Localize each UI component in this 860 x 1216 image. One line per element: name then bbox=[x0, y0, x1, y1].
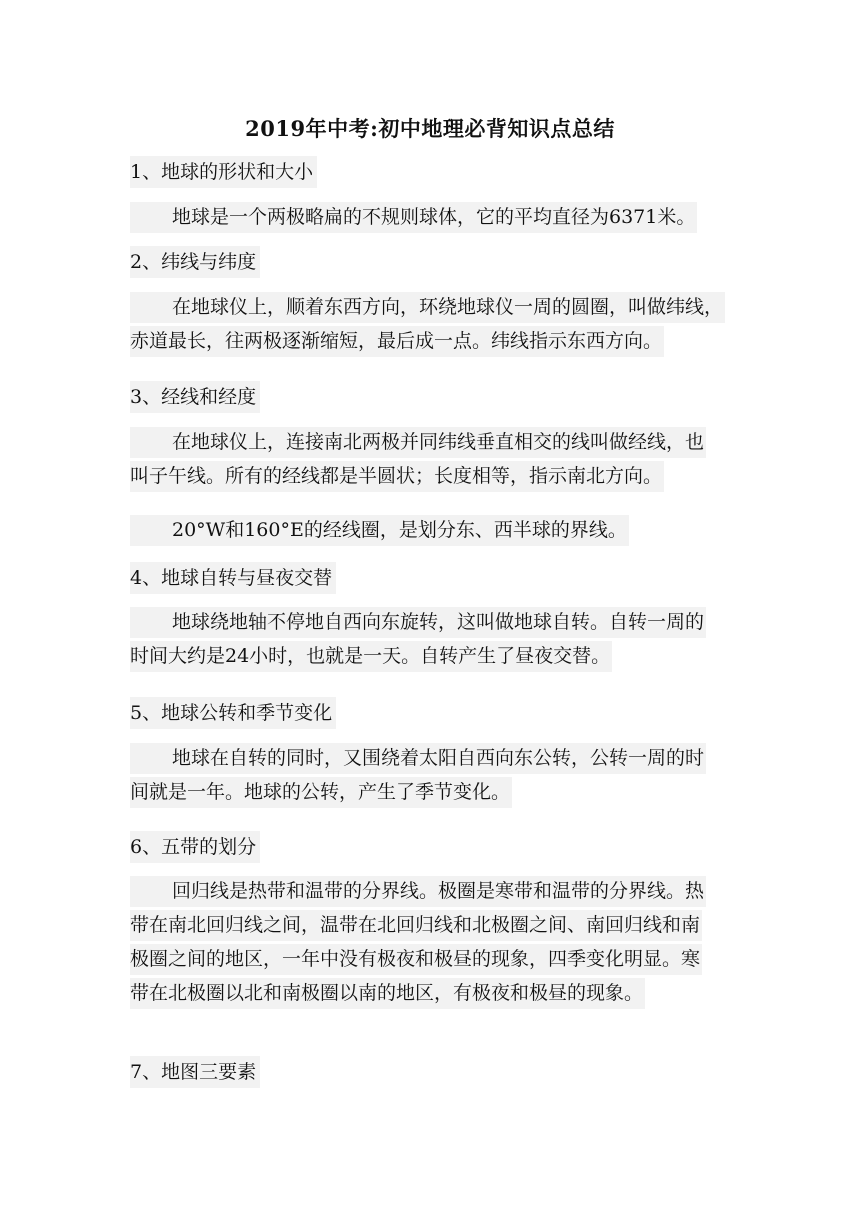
paragraph-line: 地球在自转的同时，又围绕着太阳自西向东公转，公转一周的时 bbox=[130, 741, 730, 775]
document-title: 2019年中考:初中地理必背知识点总结 bbox=[245, 116, 615, 141]
paragraph-line: 时间大约是24小时，也就是一天。自转产生了昼夜交替。 bbox=[130, 639, 730, 673]
paragraph-line: 间就是一年。地球的公转，产生了季节变化。 bbox=[130, 775, 730, 809]
paragraph-line: 带在南北回归线之间，温带在北回归线和北极圈之间、南回归线和南 bbox=[130, 908, 730, 942]
paragraph-line: 20°W和160°E的经线圈，是划分东、西半球的界线。 bbox=[130, 513, 730, 547]
paragraph-line: 在地球仪上，顺着东西方向，环绕地球仪一周的圆圈，叫做纬线， bbox=[130, 290, 730, 324]
section-heading-5: 5、地球公转和季节变化 bbox=[130, 697, 336, 729]
paragraph-line: 地球绕地轴不停地自西向东旋转，这叫做地球自转。自转一周的 bbox=[130, 605, 730, 639]
paragraph-line: 地球是一个两极略扁的不规则球体，它的平均直径为6371米。 bbox=[130, 200, 730, 234]
paragraph-line: 带在北极圈以北和南极圈以南的地区，有极夜和极昼的现象。 bbox=[130, 976, 730, 1010]
section-heading-1: 1、地球的形状和大小 bbox=[130, 156, 317, 188]
section-heading-4: 4、地球自转与昼夜交替 bbox=[130, 562, 336, 594]
section-heading-2: 2、纬线与纬度 bbox=[130, 246, 260, 278]
section-paragraph-3 bbox=[130, 425, 730, 493]
section-heading-6: 6、五带的划分 bbox=[130, 831, 260, 863]
section-paragraph-4 bbox=[130, 605, 730, 673]
section-paragraph-6 bbox=[130, 874, 730, 1010]
section-paragraph-2 bbox=[130, 290, 730, 358]
section-heading-7: 7、地图三要素 bbox=[130, 1056, 260, 1088]
paragraph-line: 极圈之间的地区，一年中没有极夜和极昼的现象，四季变化明显。寒 bbox=[130, 942, 730, 976]
paragraph-line: 回归线是热带和温带的分界线。极圈是寒带和温带的分界线。热 bbox=[130, 874, 730, 908]
section-paragraph-3-note bbox=[130, 513, 730, 547]
section-heading-3: 3、经线和经度 bbox=[130, 381, 260, 413]
paragraph-line: 叫子午线。所有的经线都是半圆状；长度相等，指示南北方向。 bbox=[130, 459, 730, 493]
section-paragraph-1 bbox=[130, 200, 730, 234]
paragraph-line: 在地球仪上，连接南北两极并同纬线垂直相交的线叫做经线，也 bbox=[130, 425, 730, 459]
section-paragraph-5 bbox=[130, 741, 730, 809]
paragraph-line: 赤道最长，往两极逐渐缩短，最后成一点。纬线指示东西方向。 bbox=[130, 324, 730, 358]
